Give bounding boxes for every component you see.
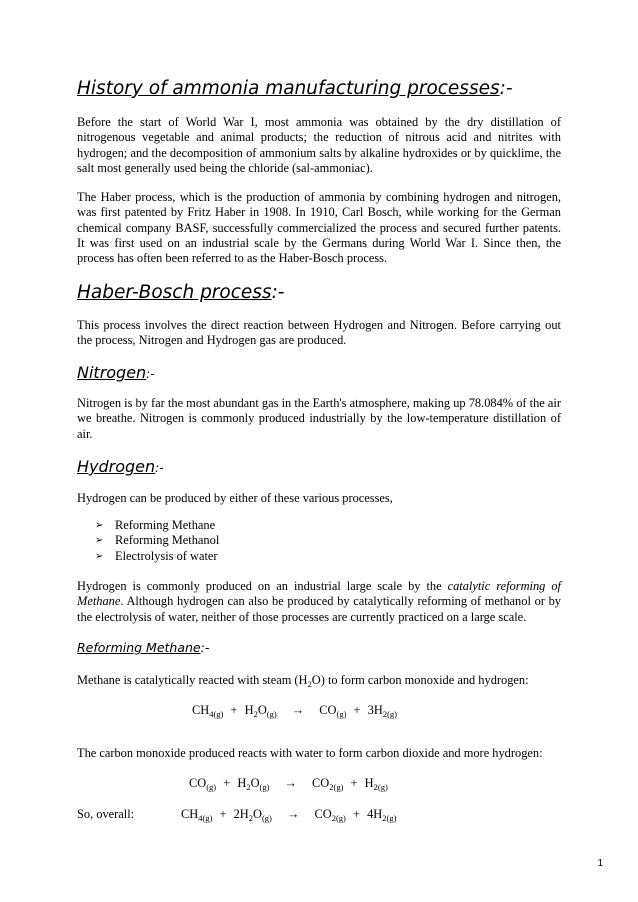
- heading-history-text: History of ammonia manufacturing processes: [77, 78, 500, 99]
- heading-nitrogen: [77, 363, 155, 382]
- eq-term: CH: [181, 807, 199, 821]
- arrow-bullet-icon: ➢: [95, 535, 104, 547]
- eq-term: O: [250, 776, 260, 790]
- heading-nitrogen-text: Nitrogen: [77, 363, 147, 382]
- equation-overall: [181, 807, 396, 823]
- methane-intro-a: Methane is catalytically reacted with steam (H: [77, 673, 308, 687]
- paragraph-history-1: Before the start of World War I, most ammonia was obtained by the dry distillation of nitrogenous vegetable and animal products; the reduction of nitrous acid and nitrites with hydrogen; and the decomposition of ammonium salts by alkaline hydroxides or by quicklime, the salt most generally used being the chloride (sal-ammoniac).: [77, 115, 561, 175]
- list-item: [95, 549, 219, 564]
- reaction-arrow-icon: →: [284, 776, 297, 790]
- page-number: 1: [597, 858, 603, 869]
- heading-haber-bosch: [77, 282, 285, 303]
- eq-sub: 4(g): [198, 813, 213, 823]
- eq-sub: 2(g): [331, 813, 346, 823]
- equation-water-gas-shift: [189, 776, 388, 792]
- hydrogen-process-list: [95, 518, 219, 564]
- eq-sub: (g): [336, 709, 347, 719]
- paragraph-hydrogen-main-b: . Although hydrogen can also be produced by catalytically reforming of methanol or by the electrolysis of water, neither of those processes are currently practiced on a large scale.: [77, 594, 561, 624]
- reaction-arrow-icon: →: [287, 807, 300, 821]
- heading-reforming-methane-text: Reforming Methane: [77, 640, 201, 655]
- eq-term: 2H: [233, 807, 249, 821]
- heading-reforming-methane-sep: :-: [200, 640, 210, 655]
- eq-term: O: [257, 703, 267, 717]
- list-item-label: Electrolysis of water: [115, 548, 218, 563]
- eq-term: 3H: [367, 703, 383, 717]
- eq-plus: +: [230, 703, 238, 717]
- eq-term: H: [237, 776, 247, 790]
- heading-hydrogen: [77, 457, 164, 476]
- eq-sub: (g): [266, 709, 277, 719]
- paragraph-hydrogen-main-a: Hydrogen is commonly produced on an industrial large scale by the: [77, 579, 448, 593]
- equation-steam-reforming: [192, 703, 397, 719]
- eq-plus: +: [223, 776, 231, 790]
- paragraph-hydrogen-main: [77, 579, 561, 625]
- list-item: [95, 518, 219, 533]
- heading-history-sep: :-: [499, 78, 513, 99]
- eq-plus: +: [350, 776, 358, 790]
- paragraph-nitrogen: Nitrogen is by far the most abundant gas in the Earth's atmosphere, making up 78.084% of the air we breathe. Nitrogen is commonly produced industrially by the low-temperature distillation of air.: [77, 396, 561, 441]
- eq-plus: +: [353, 703, 361, 717]
- eq-term: CO: [189, 776, 207, 790]
- eq-term: O: [253, 807, 262, 821]
- list-item-label: Reforming Methane: [115, 518, 216, 532]
- methane-intro-b: O) to form carbon monoxide and hydrogen:: [311, 673, 529, 687]
- eq-term: H: [244, 703, 254, 717]
- eq-plus: +: [219, 807, 227, 821]
- eq-sub: 2: [253, 709, 258, 719]
- catalytic-reforming-emphasis: catalytic reforming of Methane: [77, 579, 561, 609]
- paragraph-methane-intro: [77, 673, 529, 689]
- heading-reforming-methane: [77, 640, 209, 655]
- eq-plus: +: [353, 807, 360, 821]
- heading-nitrogen-sep: :-: [146, 367, 155, 381]
- paragraph-co-intro: The carbon monoxide produced reacts with water to form carbon dioxide and more hydrogen:: [77, 746, 543, 760]
- eq-sub: 2(g): [382, 709, 397, 719]
- paragraph-history-2: The Haber process, which is the production of ammonia by combining hydrogen and nitrogen, was first patented by Fritz Haber in 1908. In 1910, Carl Bosch, while working for the German chemical company BASF, successfully commercialized the process and secured further patents. It was first used on an industrial scale by the Germans during World War I. Since then, the process has often been referred to as the Haber-Bosch process.: [77, 190, 561, 266]
- heading-history: [77, 78, 513, 99]
- heading-hydrogen-sep: :-: [155, 461, 164, 475]
- overall-label: So, overall:: [77, 807, 135, 821]
- paragraph-hydrogen-intro: Hydrogen can be produced by either of these various processes,: [77, 491, 393, 505]
- reaction-arrow-icon: →: [291, 703, 305, 717]
- list-item: [95, 533, 219, 548]
- eq-term: CO: [314, 807, 332, 821]
- eq-sub: (g): [261, 813, 272, 823]
- eq-sub: 2(g): [382, 813, 397, 823]
- eq-sub: 2: [246, 782, 251, 792]
- eq-term: CO: [312, 776, 330, 790]
- arrow-bullet-icon: ➢: [95, 550, 104, 562]
- heading-haber-bosch-sep: :-: [271, 282, 285, 303]
- methane-intro-sub: 2: [307, 679, 312, 689]
- eq-term: CH: [192, 703, 210, 717]
- eq-term: 4H: [367, 807, 383, 821]
- list-item-label: Reforming Methanol: [115, 533, 220, 548]
- eq-sub: 2(g): [373, 782, 388, 792]
- heading-hydrogen-text: Hydrogen: [77, 457, 156, 476]
- eq-sub: 2: [248, 813, 254, 823]
- eq-term: CO: [319, 703, 337, 717]
- eq-sub: (g): [206, 782, 217, 792]
- paragraph-haber-bosch: This process involves the direct reaction between Hydrogen and Nitrogen. Before carrying out the process, Nitrogen and Hydrogen gas are produced.: [77, 318, 561, 348]
- eq-sub: 4(g): [209, 709, 224, 719]
- arrow-bullet-icon: ➢: [95, 520, 104, 531]
- eq-sub: 2(g): [329, 782, 344, 792]
- eq-sub: (g): [259, 782, 270, 792]
- heading-haber-bosch-text: Haber-Bosch process: [77, 282, 272, 303]
- eq-term: H: [364, 776, 374, 790]
